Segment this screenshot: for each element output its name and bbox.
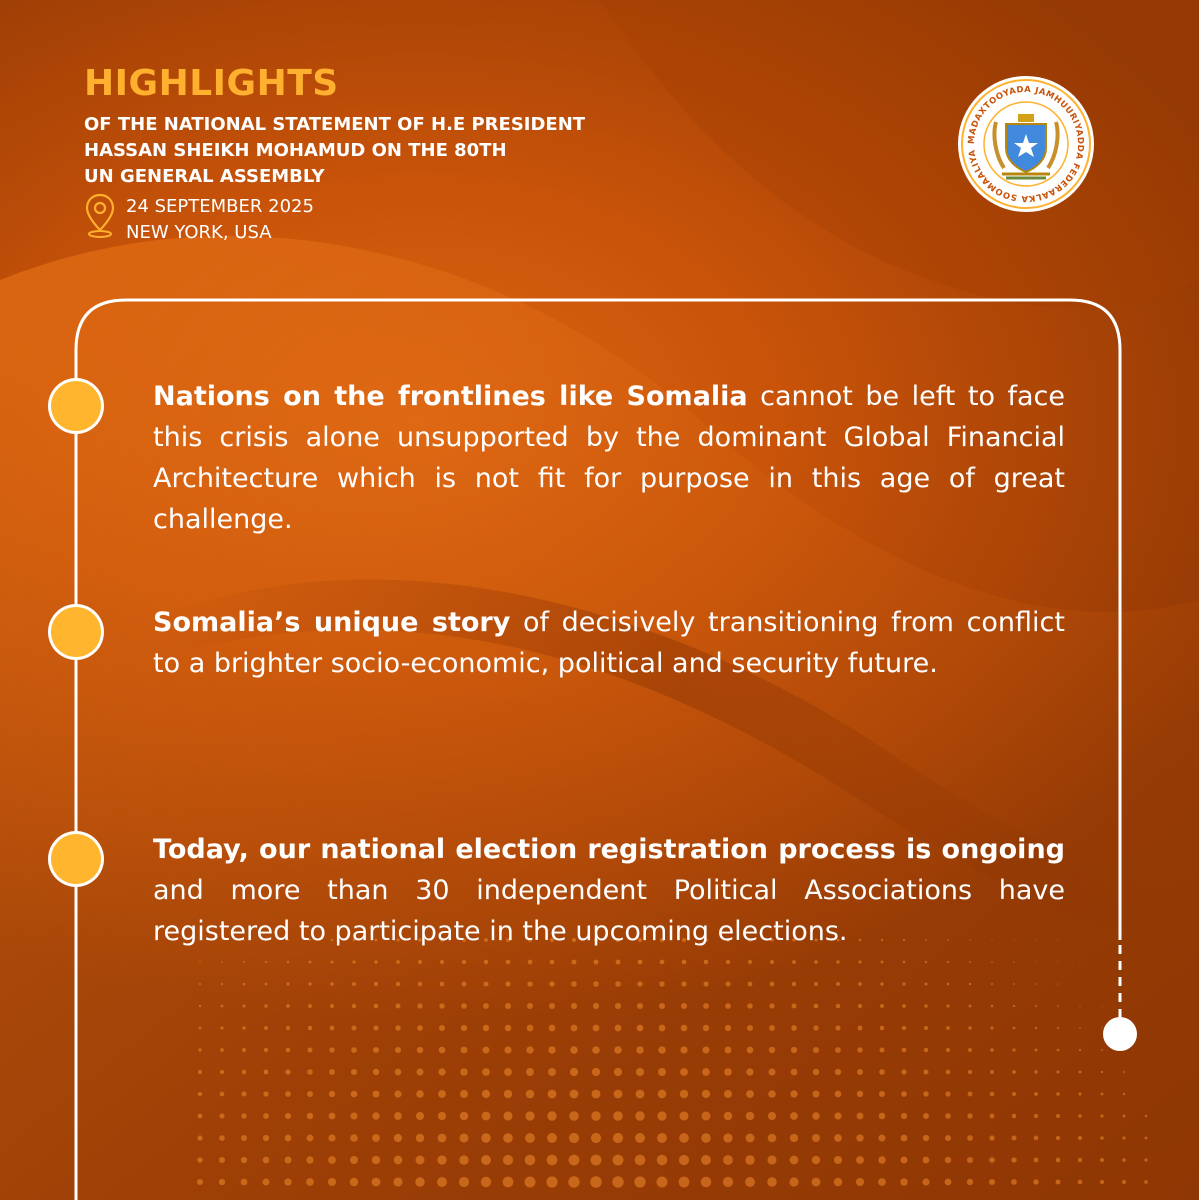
page-title: HIGHLIGHTS — [84, 63, 339, 104]
timeline-end-dot — [1103, 1017, 1137, 1051]
highlight-text: and more than 30 independent Political Associations have registered to participate in the upcoming elections. — [153, 875, 1065, 947]
seal-ring-text: MADAXTOOYADA JAMHUURIYADDA FEDERAALKA SOOMAALIYA — [966, 84, 1086, 204]
timeline-bullet — [51, 381, 101, 431]
highlight-text: of decisively transitioning from conflict to a brighter socio-economic, political and security future. — [153, 607, 1065, 679]
highlight-text: cannot be left to face this crisis alone unsupported by the dominant Global Financial Architecture which is not fit for purpose in this age of great challenge. — [153, 381, 1065, 535]
timeline-bullet — [51, 834, 101, 884]
highlight-item — [153, 829, 1065, 952]
timeline-bullet — [51, 607, 101, 657]
subtitle-line: UN GENERAL ASSEMBLY — [84, 166, 325, 187]
highlight-item — [153, 602, 1065, 684]
subtitle-line: OF THE NATIONAL STATEMENT OF H.E PRESIDENT — [84, 114, 586, 135]
event-location: NEW YORK, USA — [126, 222, 272, 243]
highlight-bold: Nations on the frontlines like Somalia — [153, 381, 748, 412]
event-date: 24 SEPTEMBER 2025 — [126, 196, 314, 217]
highlight-bold: Today, our national election registration process is ongoing — [153, 834, 1065, 865]
subtitle-line: HASSAN SHEIKH MOHAMUD ON THE 80TH — [84, 140, 507, 161]
highlight-item — [153, 376, 1065, 540]
highlight-bold: Somalia’s unique story — [153, 607, 511, 638]
